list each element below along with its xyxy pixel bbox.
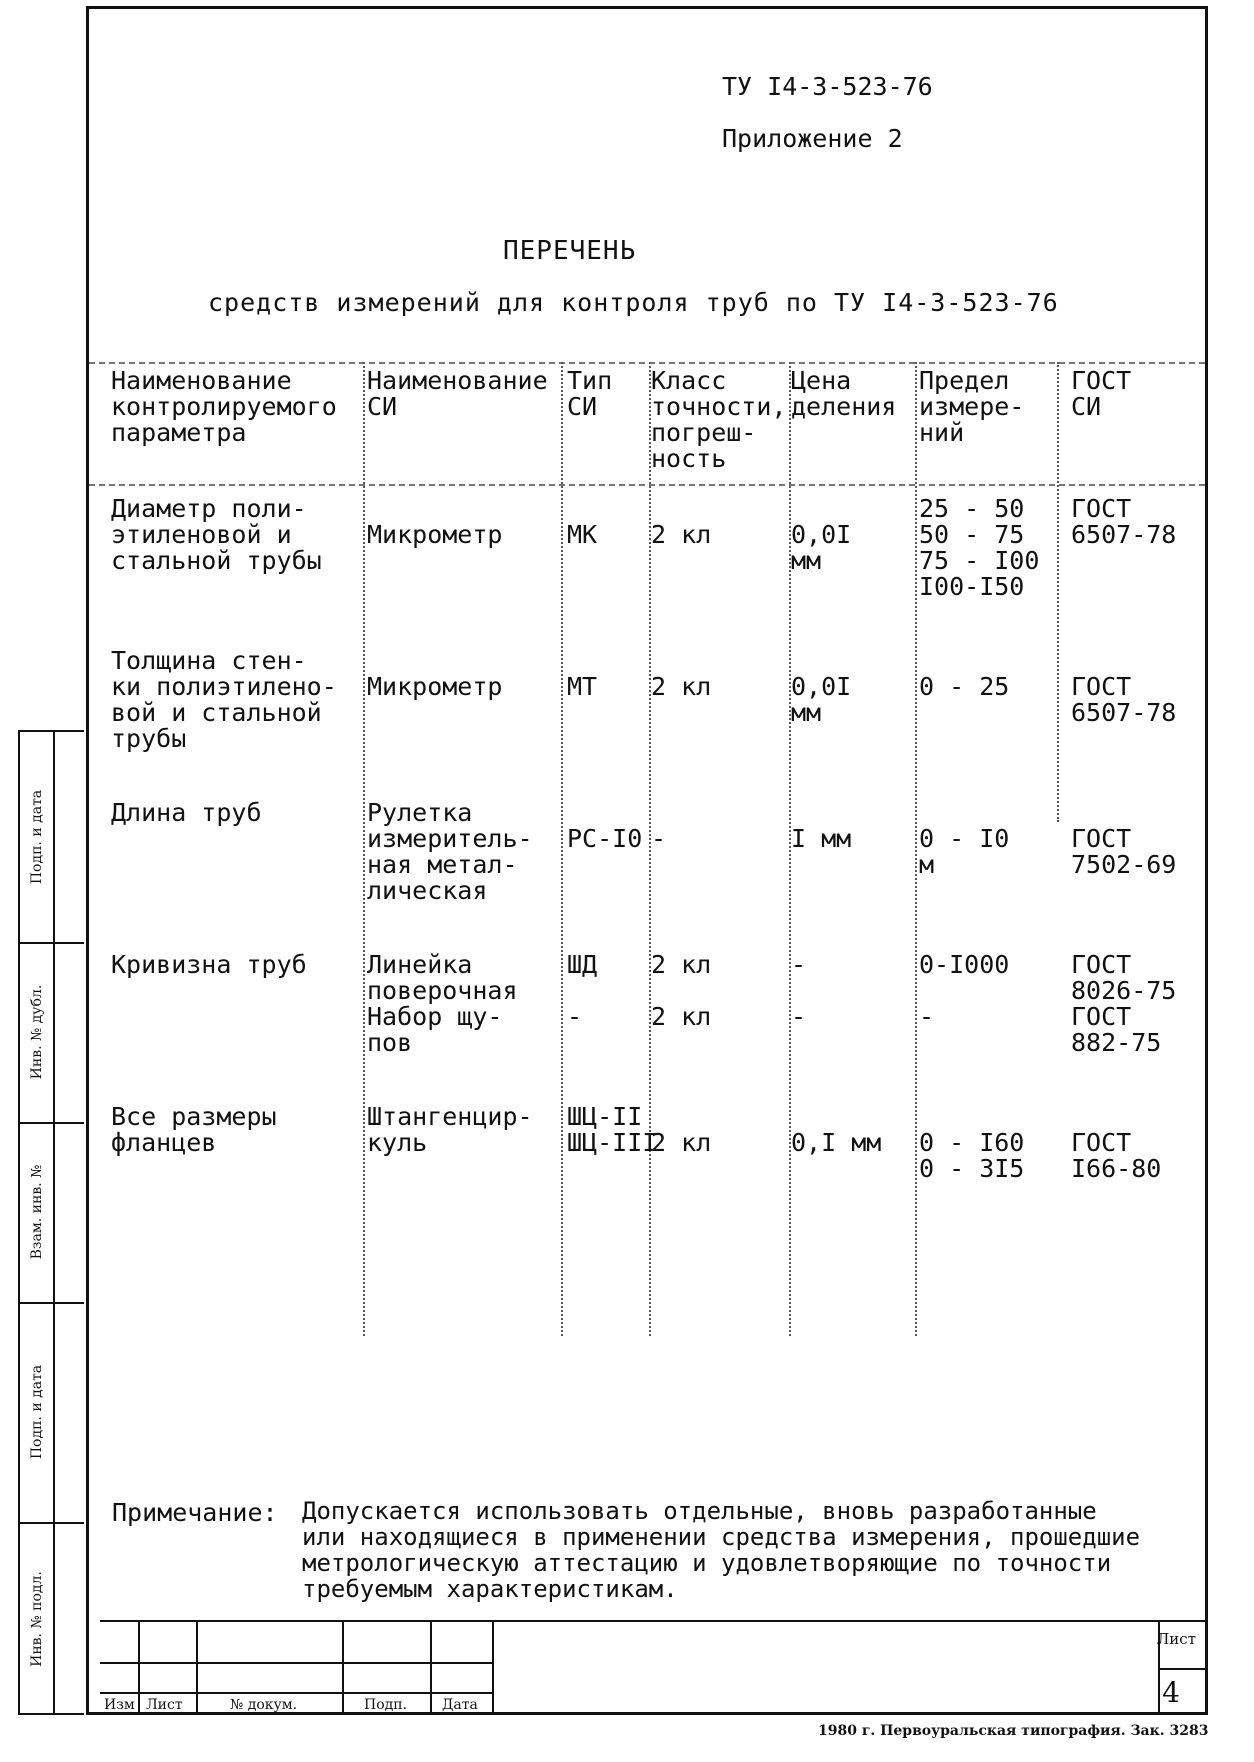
table-cell-si-name: Рулетка измеритель- ная метал- лическая: [367, 798, 533, 905]
table-cell-si-name: Микрометр: [367, 520, 503, 549]
stamp-divider: [138, 1622, 140, 1715]
table-cell-limit: 25 - 50 50 - 75 75 - I00 I00-I50: [919, 494, 1040, 601]
stamp-divider: [430, 1622, 432, 1715]
stamp-caption-change: Изм: [104, 1697, 135, 1713]
table-cell-param: Толщина стен- ки полиэтилено- вой и стальной трубы: [111, 646, 337, 753]
stamp-rule: [100, 1662, 492, 1664]
note-text: Допускается использовать отдельные, вновь разработанные или находящиеся в применении средства измерения, прошедшие метрологическую аттестацию и удовлетворяющие по точности требуемым характеристикам.: [302, 1497, 1141, 1603]
table-cell-limit: 0 - I60 0 - 3I5: [919, 1128, 1025, 1183]
side-stamp-sign-date: Подп. и дата: [28, 789, 45, 885]
column-divider: [561, 362, 563, 1336]
header-type: Тип СИ: [567, 366, 613, 421]
document-subtitle: средств измерений для контроля труб по ТУ I4-3-523-76: [208, 288, 1059, 317]
table-cell-division: I мм: [791, 824, 852, 853]
sheet-number: 4: [1162, 1676, 1180, 1709]
table-cell-gost: ГОСТ 6507-78: [1071, 672, 1177, 727]
stamp-caption-doc-number: № докум.: [230, 1697, 298, 1713]
table-cell-type: МК: [567, 520, 598, 549]
table-cell-gost: ГОСТ 8026-75 ГОСТ 882-75: [1071, 950, 1177, 1057]
column-divider: [915, 362, 917, 1336]
table-cell-type: РС-I0: [567, 824, 643, 853]
table-cell-accuracy: 2 кл: [651, 1128, 712, 1157]
header-accuracy: Класс точности, погреш- ность: [651, 366, 787, 473]
table-cell-limit: 0-I000 -: [919, 950, 1010, 1031]
stamp-caption-sheet: Лист: [146, 1697, 183, 1713]
side-stamp-divider: [53, 732, 55, 1713]
side-stamp-dup-inv: Инв. № дубл.: [28, 984, 45, 1080]
table-cell-param: Длина труб: [111, 798, 262, 827]
stamp-divider: [196, 1622, 198, 1715]
side-stamp-replace-inv: Взам. инв. №: [28, 1164, 45, 1260]
table-cell-param: Кривизна труб: [111, 950, 307, 979]
table-cell-accuracy: 2 кл: [651, 672, 712, 701]
table-cell-gost: ГОСТ I66-80: [1071, 1128, 1162, 1183]
side-stamp-sign-date-2: Подп. и дата: [28, 1364, 45, 1460]
stamp-caption-date: Дата: [442, 1697, 478, 1713]
table-cell-limit: 0 - I0 м: [919, 824, 1010, 879]
table-cell-param: Все размеры фланцев: [111, 1102, 277, 1157]
header-limit: Предел измере- ний: [919, 366, 1025, 447]
column-divider: [1057, 362, 1059, 822]
header-param: Наименование контролируемого параметра: [111, 366, 337, 447]
table-cell-si-name: Штангенцир- куль: [367, 1102, 533, 1157]
bottom-stamp: [100, 1620, 1208, 1715]
table-cell-accuracy: -: [651, 824, 667, 853]
table-cell-division: 0,0I мм: [791, 672, 852, 727]
table-cell-type: ШД -: [567, 950, 598, 1031]
table-cell-si-name: Микрометр: [367, 672, 503, 701]
table-top-rule: [89, 362, 1205, 364]
header-gost: ГОСТ СИ: [1071, 366, 1132, 421]
table-cell-accuracy: 2 кл 2 кл: [651, 950, 712, 1031]
table-cell-type: МТ: [567, 672, 598, 701]
table-cell-gost: ГОСТ 7502-69: [1071, 824, 1177, 879]
document-code: ТУ I4-3-523-76: [722, 72, 933, 101]
note-label: Примечание:: [112, 1498, 278, 1527]
side-stamp: [18, 730, 84, 1715]
column-divider: [363, 362, 365, 1336]
table-header-rule: [89, 484, 1205, 486]
table-cell-division: 0,I мм: [791, 1128, 882, 1157]
side-stamp-orig-inv: Инв. № подл.: [28, 1570, 45, 1667]
table-cell-type: ШЦ-II ШЦ-III: [567, 1102, 658, 1157]
table-cell-param: Диаметр поли- этиленовой и стальной трубы: [111, 494, 322, 575]
stamp-caption-signature: Подп.: [364, 1697, 408, 1713]
table-cell-accuracy: 2 кл: [651, 520, 712, 549]
printer-imprint: 1980 г. Первоуральская типография. Зак. 3283: [818, 1723, 1209, 1739]
header-division: Цена деления: [791, 366, 897, 421]
document-title: ПЕРЕЧЕНЬ: [503, 236, 637, 266]
instruments-table: [89, 362, 1205, 1336]
appendix-label: Приложение 2: [722, 124, 903, 153]
table-cell-si-name: Линейка поверочная Набор щу- пов: [367, 950, 518, 1057]
table-cell-gost: ГОСТ 6507-78: [1071, 494, 1177, 549]
table-cell-limit: 0 - 25: [919, 672, 1010, 701]
stamp-divider: [342, 1622, 344, 1715]
stamp-rule: [1158, 1668, 1208, 1670]
table-cell-division: - -: [791, 950, 807, 1031]
stamp-divider: [492, 1622, 494, 1715]
sheet-label: Лист: [1156, 1630, 1196, 1648]
stamp-rule: [100, 1692, 492, 1694]
header-si-name: Наименование СИ: [367, 366, 548, 421]
table-cell-division: 0,0I мм: [791, 520, 852, 575]
